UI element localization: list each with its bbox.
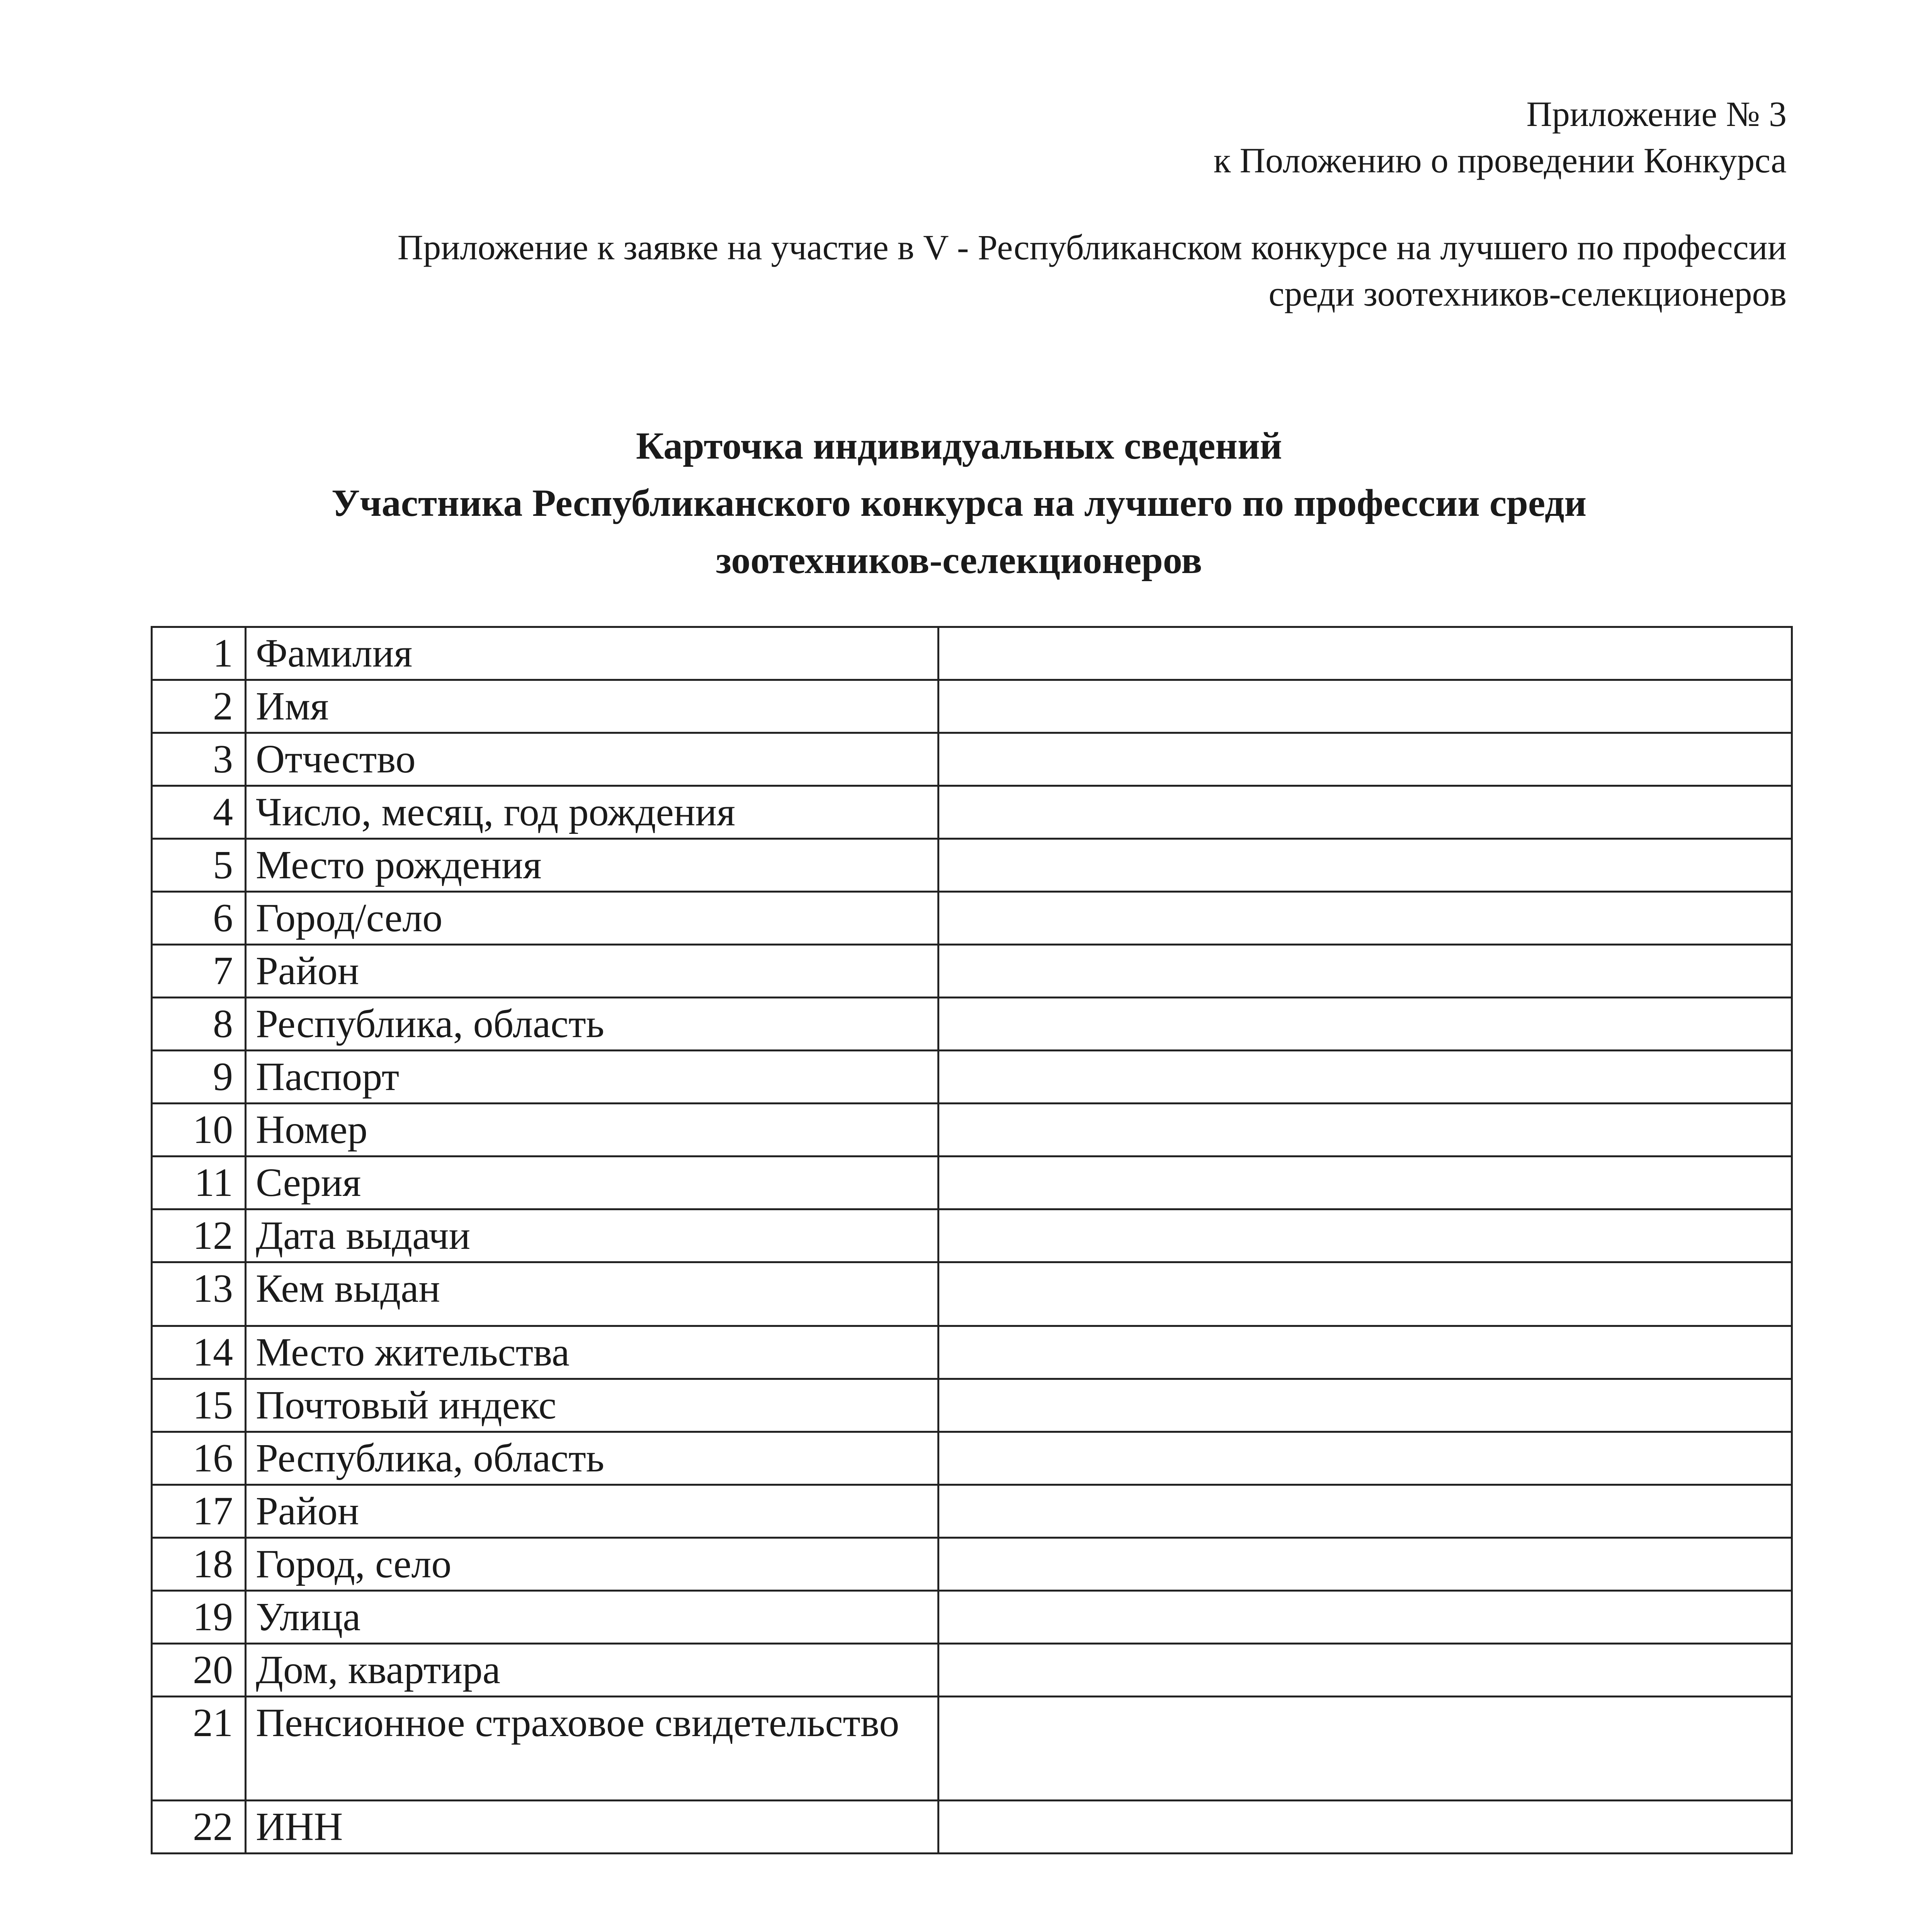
table-row [152, 1209, 1792, 1262]
table-row [152, 1485, 1792, 1538]
table-row [152, 839, 1792, 892]
table-row [152, 892, 1792, 945]
row-value-field[interactable] [939, 945, 1792, 998]
annex-reference: к Положению о проведении Конкурса [1213, 141, 1787, 180]
row-number: 7 [152, 945, 246, 998]
row-number: 11 [152, 1156, 246, 1209]
attachment-line-2: среди зоотехников-селекционеров [1268, 274, 1787, 313]
row-value-field[interactable] [939, 1697, 1792, 1801]
row-number: 8 [152, 998, 246, 1051]
table-row [152, 1051, 1792, 1104]
row-label: Число, месяц, год рождения [246, 786, 939, 839]
table-row [152, 1262, 1792, 1326]
table-row [152, 733, 1792, 786]
row-label: Район [246, 1485, 939, 1538]
row-number: 12 [152, 1209, 246, 1262]
row-value-field[interactable] [939, 733, 1792, 786]
row-label: Город, село [246, 1538, 939, 1591]
row-label: Паспорт [246, 1051, 939, 1104]
row-value-field[interactable] [939, 1104, 1792, 1156]
row-number: 19 [152, 1591, 246, 1644]
row-label: Район [246, 945, 939, 998]
row-value-field[interactable] [939, 1326, 1792, 1379]
row-value-field[interactable] [939, 998, 1792, 1051]
row-value-field[interactable] [939, 1432, 1792, 1485]
row-value-field[interactable] [939, 1485, 1792, 1538]
row-number: 3 [152, 733, 246, 786]
row-label: Республика, область [246, 998, 939, 1051]
row-number: 20 [152, 1644, 246, 1697]
row-number: 14 [152, 1326, 246, 1379]
row-number: 5 [152, 839, 246, 892]
row-value-field[interactable] [939, 1591, 1792, 1644]
row-value-field[interactable] [939, 1644, 1792, 1697]
row-label: Имя [246, 680, 939, 733]
row-number: 10 [152, 1104, 246, 1156]
table-row [152, 1326, 1792, 1379]
row-label: Город/село [246, 892, 939, 945]
row-label: Дата выдачи [246, 1209, 939, 1262]
table-row [152, 1801, 1792, 1854]
row-label: Улица [246, 1591, 939, 1644]
row-value-field[interactable] [939, 1156, 1792, 1209]
table-row [152, 680, 1792, 733]
row-value-field[interactable] [939, 892, 1792, 945]
row-value-field[interactable] [939, 1051, 1792, 1104]
row-value-field[interactable] [939, 1538, 1792, 1591]
row-label: Кем выдан [246, 1262, 939, 1326]
row-number: 22 [152, 1801, 246, 1854]
row-label: Номер [246, 1104, 939, 1156]
row-label: Отчество [246, 733, 939, 786]
row-number: 13 [152, 1262, 246, 1326]
row-label: Серия [246, 1156, 939, 1209]
row-label: Место рождения [246, 839, 939, 892]
row-number: 18 [152, 1538, 246, 1591]
table-row [152, 1156, 1792, 1209]
table-row [152, 1104, 1792, 1156]
attachment-line-1: Приложение к заявке на участие в V - Республиканском конкурсе на лучшего по профессии [397, 228, 1787, 267]
row-value-field[interactable] [939, 627, 1792, 680]
table-row [152, 627, 1792, 680]
row-value-field[interactable] [939, 1262, 1792, 1326]
row-number: 17 [152, 1485, 246, 1538]
row-label: ИНН [246, 1801, 939, 1854]
participant-info-table [151, 626, 1793, 1854]
table-row [152, 1591, 1792, 1644]
table-row [152, 786, 1792, 839]
row-number: 16 [152, 1432, 246, 1485]
title-line-2: Участника Республиканского конкурса на лучшего по профессии среди [331, 481, 1587, 524]
row-label: Место жительства [246, 1326, 939, 1379]
table-row [152, 1379, 1792, 1432]
row-label: Фамилия [246, 627, 939, 680]
annex-number: Приложение № 3 [1526, 94, 1787, 134]
row-value-field[interactable] [939, 680, 1792, 733]
table-row [152, 1432, 1792, 1485]
table-row [152, 998, 1792, 1051]
title-line-3: зоотехников-селекционеров [716, 539, 1202, 582]
table-row [152, 1644, 1792, 1697]
row-number: 4 [152, 786, 246, 839]
card-title [0, 417, 1918, 589]
row-number: 9 [152, 1051, 246, 1104]
row-number: 15 [152, 1379, 246, 1432]
table-row [152, 1697, 1792, 1801]
annex-header [1214, 91, 1787, 184]
row-value-field[interactable] [939, 1379, 1792, 1432]
row-number: 21 [152, 1697, 246, 1801]
row-value-field[interactable] [939, 1801, 1792, 1854]
table-row [152, 1538, 1792, 1591]
row-value-field[interactable] [939, 786, 1792, 839]
row-value-field[interactable] [939, 1209, 1792, 1262]
attachment-header [398, 224, 1787, 317]
row-value-field[interactable] [939, 839, 1792, 892]
table-row [152, 945, 1792, 998]
row-label: Республика, область [246, 1432, 939, 1485]
row-number: 2 [152, 680, 246, 733]
row-label: Почтовый индекс [246, 1379, 939, 1432]
row-label: Пенсионное страховое свидетельство [246, 1697, 939, 1801]
row-number: 6 [152, 892, 246, 945]
row-number: 1 [152, 627, 246, 680]
row-label: Дом, квартира [246, 1644, 939, 1697]
title-line-1: Карточка индивидуальных сведений [636, 424, 1282, 467]
